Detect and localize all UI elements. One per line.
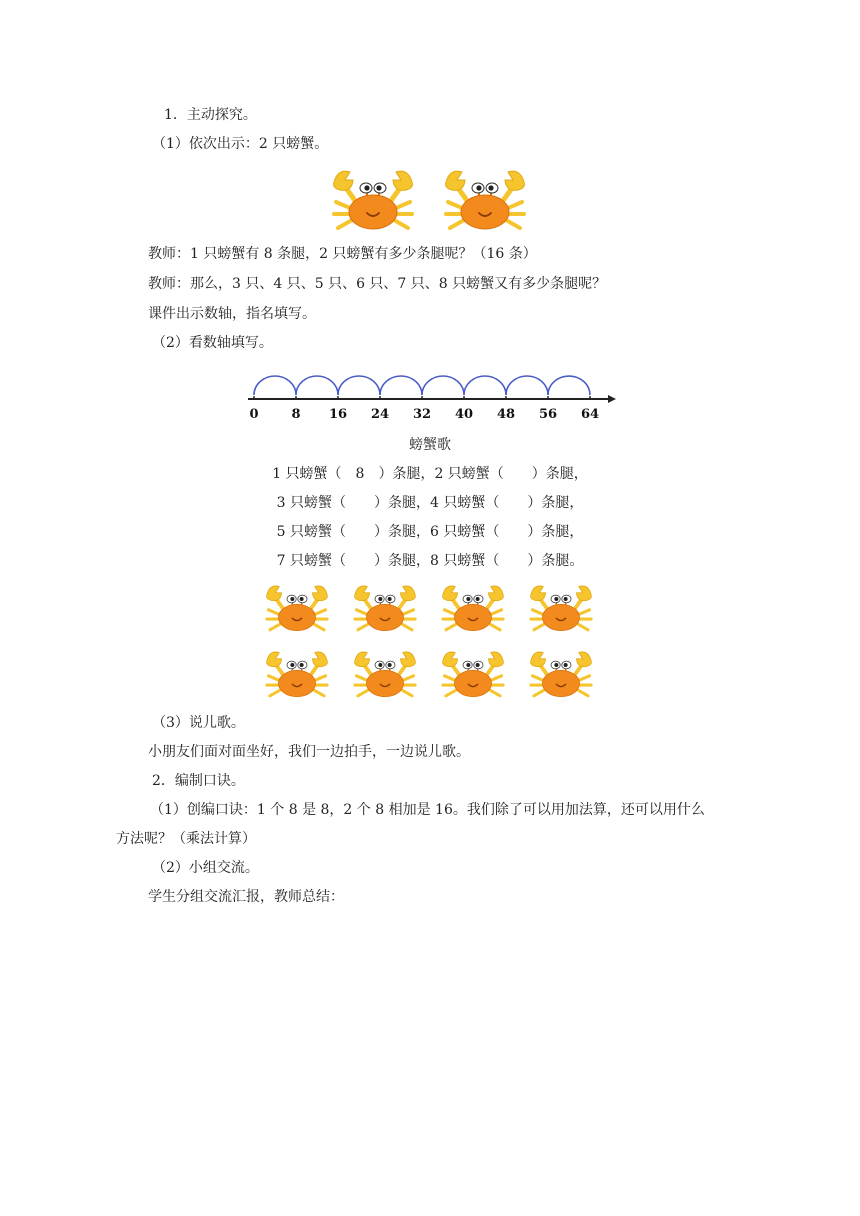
instruction-line: 课件出示数轴，指名填写。 [148, 306, 316, 322]
song-line-4: 7 只螃蟹（ ）条腿，8 只螃蟹（ ）条腿。 [276, 553, 584, 569]
heading-2: 2．编制口诀。 [152, 773, 245, 789]
heading-1: 1．主动探究。 [164, 107, 257, 123]
crab-icon [328, 166, 418, 236]
crab-icon [438, 582, 508, 636]
number-line [240, 362, 620, 426]
number-line-arc [254, 376, 296, 395]
step-3: （3）说儿歌。 [152, 715, 245, 731]
step-2: （2）看数轴填写。 [152, 335, 273, 351]
number-line-tick-label: 48 [496, 407, 516, 422]
crab-icon [526, 582, 596, 636]
crab-icon [526, 648, 596, 702]
number-line-arcs [254, 376, 590, 395]
step-4-line-1: （1）创编口诀：1 个 8 是 8，2 个 8 相加是 16。我们除了可以用加法算，还可以用什么 [150, 802, 705, 818]
teacher-line-2: 教师：那么，3 只、4 只、5 只、6 只、7 只、8 只螃蟹又有多少条腿呢？ [148, 276, 607, 292]
teacher-line-3: 小朋友们面对面坐好，我们一边拍手，一边说儿歌。 [148, 744, 470, 760]
number-line-tick-label: 64 [580, 407, 600, 422]
crab-icon [262, 648, 332, 702]
summary-line: 学生分组交流汇报，教师总结： [148, 889, 344, 905]
number-line-arc [506, 376, 548, 395]
song-line-2: 3 只螃蟹（ ）条腿，4 只螃蟹（ ）条腿， [276, 495, 584, 511]
number-line-arc [296, 376, 338, 395]
number-line-tick-label: 0 [249, 407, 259, 422]
number-line-arc [422, 376, 464, 395]
number-line-tick-label: 56 [538, 407, 558, 422]
step-4-line-2: 方法呢？（乘法计算） [116, 831, 256, 847]
crab-icon [350, 582, 420, 636]
step-1: （1）依次出示：2 只螃蟹。 [152, 136, 329, 152]
number-line-arrow [608, 395, 616, 403]
number-line-tick-label: 24 [370, 407, 390, 422]
number-line-arc [380, 376, 422, 395]
crab-icon [262, 582, 332, 636]
number-line-tick-labels [249, 407, 599, 422]
teacher-line-1: 教师：1 只螃蟹有 8 条腿，2 只螃蟹有多少条腿呢？（16 条） [148, 246, 537, 262]
number-line-tick-label: 8 [291, 407, 301, 422]
number-line-arc [464, 376, 506, 395]
number-line-tick-label: 32 [412, 407, 432, 422]
number-line-arc [548, 376, 590, 395]
number-line-tick-label: 16 [328, 407, 348, 422]
step-5: （2）小组交流。 [152, 860, 259, 876]
song-line-1: 1 只螃蟹（ 8 ）条腿，2 只螃蟹（ ）条腿， [272, 466, 588, 482]
number-line-tick-label: 40 [454, 407, 474, 422]
crab-icon [350, 648, 420, 702]
crab-icon [438, 648, 508, 702]
crab-icon [440, 166, 530, 236]
song-line-3: 5 只螃蟹（ ）条腿，6 只螃蟹（ ）条腿， [276, 524, 584, 540]
number-line-arc [338, 376, 380, 395]
song-title: 螃蟹歌 [409, 437, 451, 453]
